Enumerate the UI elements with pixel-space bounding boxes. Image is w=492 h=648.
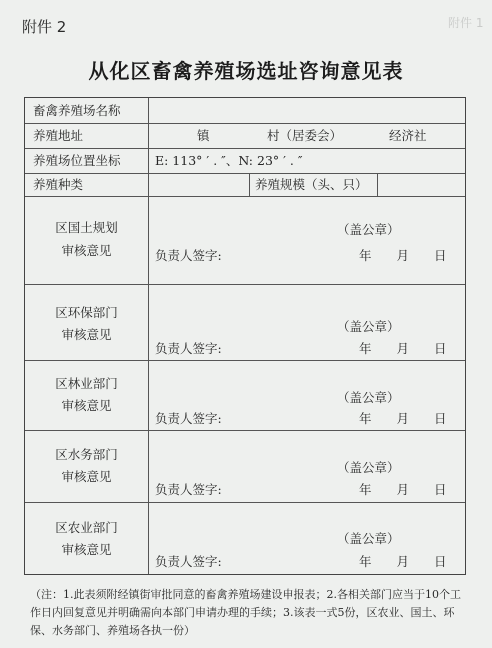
row-divider [25,196,465,197]
row-divider [25,360,465,361]
column-divider [148,98,149,574]
date-placeholder: 年 月 日 [359,411,447,426]
department-opinion-label: 审核意见 [61,542,112,557]
department-name: 区林业部门 [55,376,118,391]
consultation-form-table [24,97,466,575]
attachment-number: 附件 2 [22,18,67,36]
seal-placeholder: （盖公章） [337,460,400,475]
date-placeholder: 年 月 日 [359,554,447,569]
column-divider [249,173,250,196]
row-divider [25,502,465,503]
signer-label: 负责人签字: [155,341,222,356]
department-name: 区国土规划 [55,220,118,235]
row-divider [25,430,465,431]
address-label: 养殖地址 [33,128,84,143]
form-title: 从化区畜禽养殖场选址咨询意见表 [88,59,404,83]
department-opinion-label: 审核意见 [61,398,112,413]
signer-label: 负责人签字: [155,554,222,569]
seal-placeholder: （盖公章） [337,531,400,546]
signer-label: 负责人签字: [155,482,222,497]
bleed-through-text: 附件 1 [448,16,484,30]
form-footnote: （注：1.此表须附经镇街审批同意的畜禽养殖场建设申报表；2.各相关部门应当于10个工作日内回复意见并明确需向本部门申请办理的手续；3.该表一式5份，区农业、国土、环保、水务部门、养殖场各执一份） [30,588,461,637]
department-name: 区环保部门 [55,305,118,320]
row-divider [25,173,465,174]
signer-label: 负责人签字: [155,248,222,263]
seal-placeholder: （盖公章） [337,222,400,237]
farm-name-label: 畜禽养殖场名称 [33,103,121,118]
department-name: 区农业部门 [55,520,118,535]
scale-label: 养殖规模（头、只） [255,177,368,192]
address-town: 镇 [197,128,210,143]
address-economic-community: 经济社 [389,128,427,143]
date-placeholder: 年 月 日 [359,341,447,356]
species-label: 养殖种类 [33,177,84,192]
date-placeholder: 年 月 日 [359,482,447,497]
coords-value: E: 113° ′ . ″、N: 23° ′ . ″ [155,153,303,168]
signer-label: 负责人签字: [155,411,222,426]
department-opinion-label: 审核意见 [61,243,112,258]
department-name: 区水务部门 [55,447,118,462]
department-opinion-label: 审核意见 [61,469,112,484]
coords-label: 养殖场位置坐标 [33,153,121,168]
row-divider [25,284,465,285]
address-village: 村（居委会） [267,128,343,143]
department-opinion-label: 审核意见 [61,327,112,342]
row-divider [25,123,465,124]
seal-placeholder: （盖公章） [337,319,400,334]
row-divider [25,148,465,149]
seal-placeholder: （盖公章） [337,390,400,405]
date-placeholder: 年 月 日 [359,248,447,263]
column-divider [377,173,378,196]
